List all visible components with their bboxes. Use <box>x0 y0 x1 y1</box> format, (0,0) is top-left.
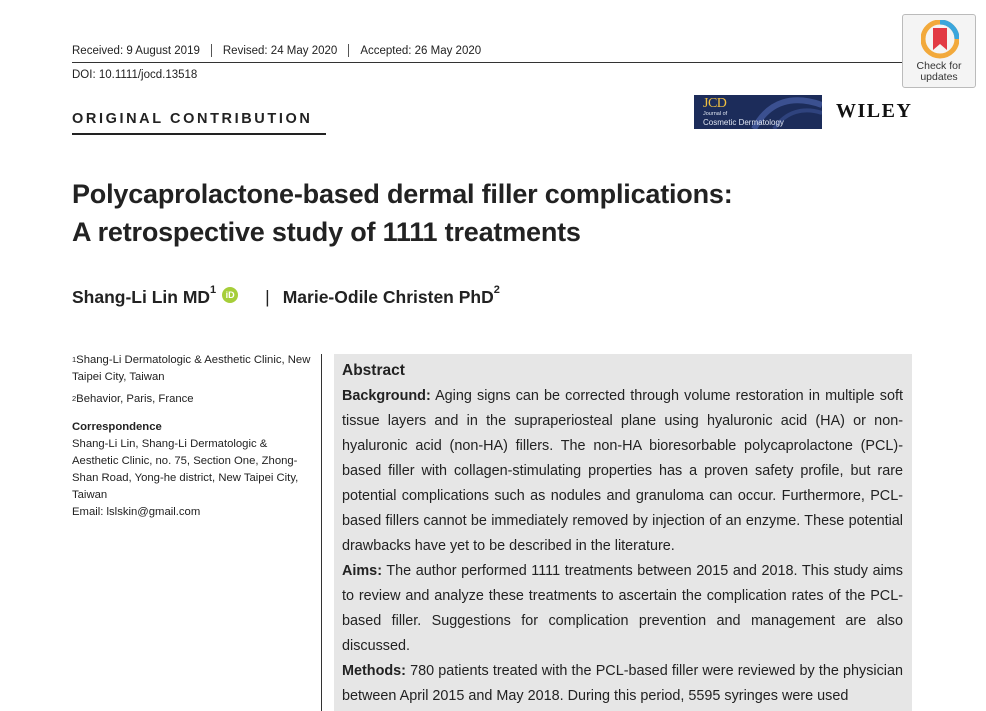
received-date: Received: 9 August 2019 <box>72 44 200 57</box>
journal-logo-abbr: JCD <box>703 96 727 111</box>
correspondence-address: Shang-Li Lin, Shang-Li Dermatologic & Aesthetic Clinic, no. 75, Section One, Zhong-Shan Road, Yong-he district, New Taipei City, Taiwan <box>72 438 299 501</box>
accepted-date: Accepted: 26 May 2020 <box>360 44 482 57</box>
journal-logo-line1: Journal of <box>703 111 728 117</box>
journal-logo-line2: Cosmetic Dermatology <box>703 118 784 127</box>
methods-text: 780 patients treated with the PCL-based filler were reviewed by the physician between April 2015 and May 2018. During this period, 5595 syringes were used <box>342 663 903 704</box>
abstract-box <box>334 354 912 711</box>
crossmark-icon <box>921 20 959 60</box>
section-underline <box>72 133 326 135</box>
crossmark-line-2: updates <box>920 71 958 83</box>
affiliation-1 <box>72 352 314 386</box>
methods-label: Methods: <box>342 663 406 679</box>
aims-text: The author performed 1111 treatments between 2015 and 2018. This study aims to review and analyze these treatments to ascertain the complication rates of the PCL-based filler. Suggestions for complication prevention and management are also discussed. <box>342 563 903 654</box>
title-line-1: Polycaprolactone-based dermal filler complications: <box>72 179 733 209</box>
author-1-name: Shang-Li Lin MD <box>72 287 211 307</box>
crossmark-line-1: Check for <box>916 60 962 72</box>
column-divider <box>321 354 322 711</box>
affiliation-1-sup: 1 <box>72 355 77 364</box>
background-text: Aging signs can be corrected through volume restoration in multiple soft tissue layers and in the supraperiosteal plane using hyaluronic acid (HA) or non-hyaluronic acid (non-HA) fillers. The non-HA bioresorbable polycaprolactone (PCL)-based filler with collagen-stimulating properties has a proven safety profile, but rare potential complications such as nodules and granuloma can occur. Furthermore, PCL-based fillers cannot be immediately removed by injection of an enzyme. These potential drawbacks have yet to be described in the literature. <box>342 388 903 554</box>
journal-logo[interactable] <box>694 95 822 129</box>
doi-link[interactable]: DOI: 10.1111/jocd.13518 <box>72 69 198 81</box>
crossmark-label <box>903 61 975 83</box>
section-label: ORIGINAL CONTRIBUTION <box>72 111 313 127</box>
affiliation-2 <box>72 391 314 408</box>
author-1[interactable] <box>72 284 217 308</box>
author-separator: | <box>265 287 270 307</box>
abstract-methods <box>342 659 903 709</box>
author-2-affil-sup: 2 <box>493 284 500 296</box>
date-divider <box>348 44 349 57</box>
abstract-aims <box>342 559 903 659</box>
author-list <box>72 284 500 308</box>
affiliation-1-text: Shang-Li Dermatologic & Aesthetic Clinic, New Taipei City, Taiwan <box>72 354 311 383</box>
publisher-logo[interactable]: WILEY <box>836 100 913 122</box>
affiliations-panel <box>72 352 314 521</box>
author-2-name: Marie-Odile Christen PhD <box>282 287 494 307</box>
abstract-background <box>342 384 903 559</box>
title-line-2: A retrospective study of 1111 treatments <box>72 217 581 247</box>
abstract-heading: Abstract <box>342 362 405 379</box>
revised-date: Revised: 24 May 2020 <box>222 44 338 57</box>
article-dates <box>72 44 481 57</box>
aims-label: Aims: <box>342 563 382 579</box>
background-label: Background: <box>342 388 431 404</box>
author-2[interactable] <box>282 284 500 308</box>
header-rule <box>72 62 912 63</box>
author-1-affil-sup: 1 <box>210 284 217 296</box>
affiliation-2-text: Behavior, Paris, France <box>76 393 194 405</box>
affiliation-2-sup: 2 <box>72 394 77 403</box>
orcid-icon[interactable]: iD <box>222 287 238 303</box>
check-for-updates-button[interactable] <box>902 14 976 88</box>
correspondence-heading: Correspondence <box>72 421 162 433</box>
article-title <box>72 175 832 251</box>
correspondence-email[interactable]: Email: lslskin@gmail.com <box>72 506 201 518</box>
date-divider <box>211 44 212 57</box>
